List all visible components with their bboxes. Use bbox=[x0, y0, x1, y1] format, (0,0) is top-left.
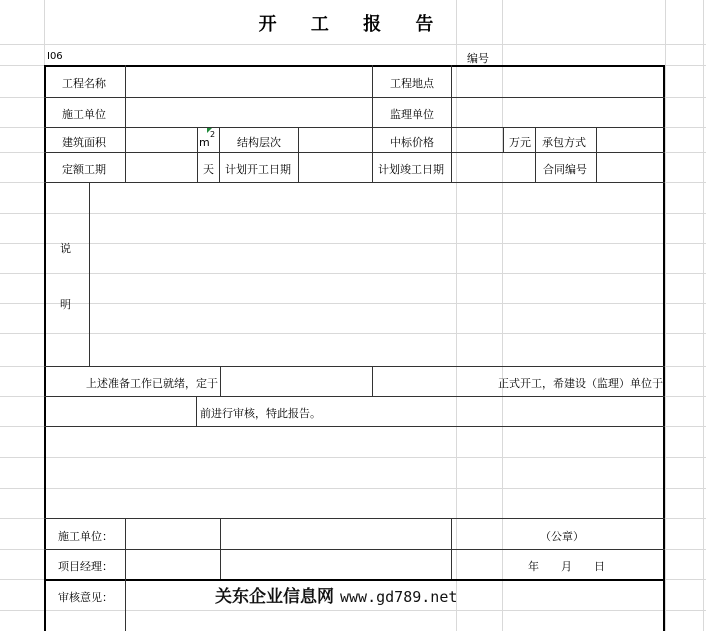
project-location-label: 工程地点 bbox=[390, 77, 434, 90]
form-code: I06 bbox=[47, 51, 63, 62]
day-unit: 天 bbox=[203, 163, 214, 176]
structure-floors-label: 结构层次 bbox=[237, 136, 281, 149]
serial-number-label: 编号 bbox=[467, 52, 489, 65]
project-name-label: 工程名称 bbox=[62, 77, 106, 90]
project-manager-label: 项目经理： bbox=[58, 560, 113, 573]
quota-period-label: 定额工期 bbox=[62, 163, 106, 176]
area-unit-superscript: 2 bbox=[210, 130, 216, 139]
description-label-char1: 说 bbox=[60, 242, 71, 255]
planned-start-label: 计划开工日期 bbox=[225, 163, 291, 176]
contract-mode-label: 承包方式 bbox=[542, 136, 586, 149]
statement-part1: 上述准备工作已就绪，定于 bbox=[86, 377, 218, 390]
review-opinion-label: 审核意见： bbox=[58, 591, 113, 604]
bid-price-label: 中标价格 bbox=[390, 136, 434, 149]
supervision-unit-label: 监理单位 bbox=[390, 108, 434, 121]
building-area-label: 建筑面积 bbox=[62, 136, 106, 149]
statement-part2: 正式开工，希建设（监理）单位于 bbox=[498, 377, 663, 390]
watermark bbox=[215, 582, 457, 607]
construction-unit-label: 施工单位 bbox=[62, 108, 106, 121]
area-unit: m bbox=[199, 136, 210, 149]
watermark-text: 关东企业信息网 bbox=[215, 587, 334, 607]
statement-part3: 前进行审核，特此报告。 bbox=[200, 407, 321, 420]
sign-construction-unit-label: 施工单位： bbox=[58, 530, 113, 543]
date-label: 年 月 日 bbox=[528, 560, 605, 573]
planned-finish-label: 计划竣工日期 bbox=[378, 163, 444, 176]
official-seal-label: （公章） bbox=[540, 530, 584, 543]
description-label-char2: 明 bbox=[60, 298, 71, 311]
contract-no-label: 合同编号 bbox=[543, 163, 587, 176]
watermark-url: www.gd789.net bbox=[340, 588, 458, 606]
price-unit: 万元 bbox=[509, 136, 531, 149]
page-title: 开 工 报 告 bbox=[258, 14, 448, 35]
